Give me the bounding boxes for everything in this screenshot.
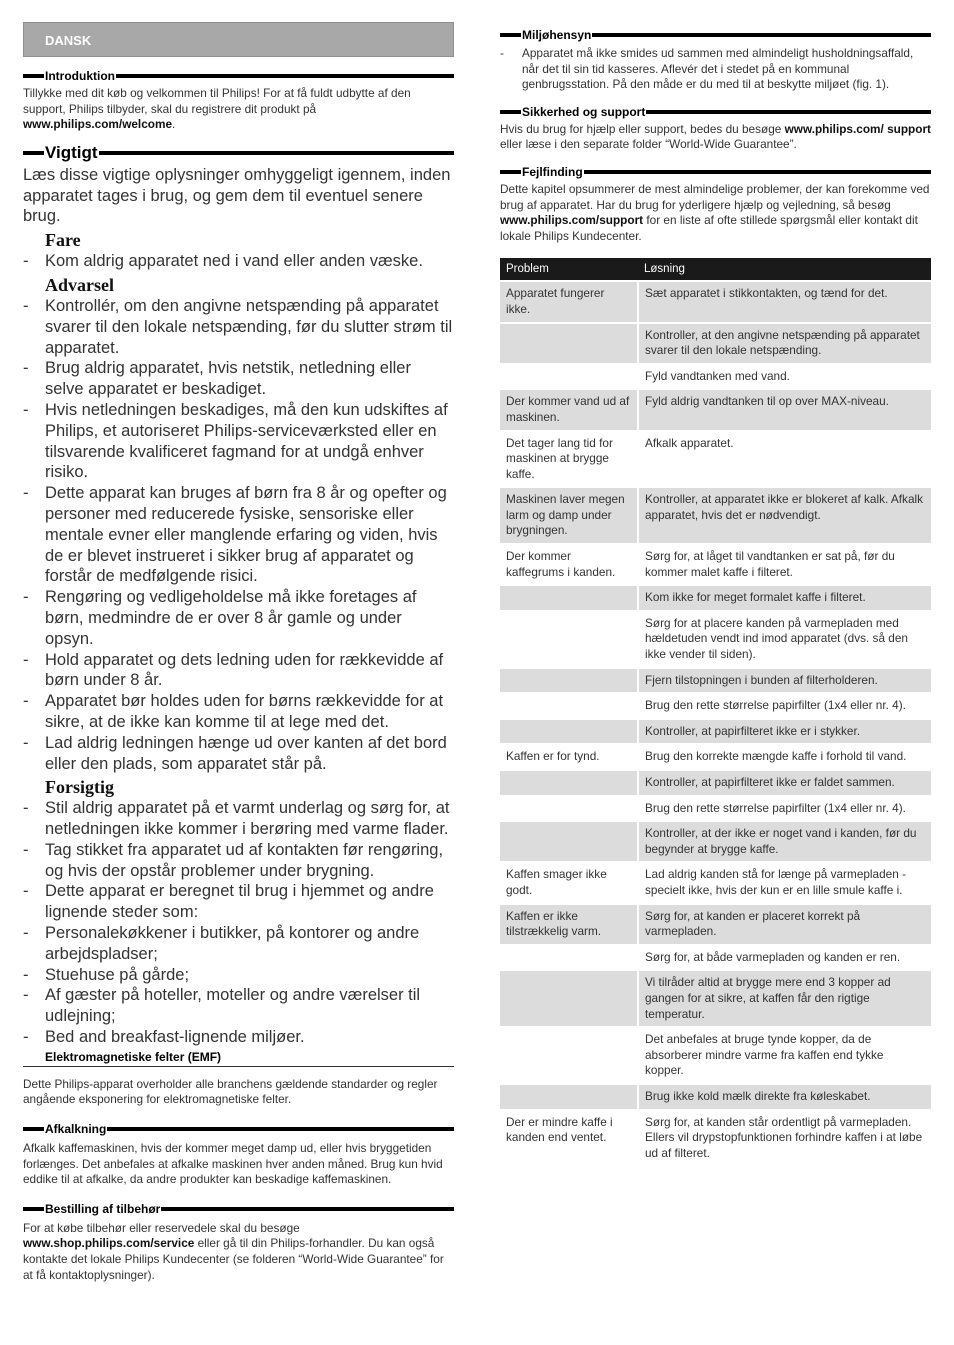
important-heading-text: Vigtigt <box>45 142 98 162</box>
list-item: - Hold apparatet og dets ledning uden for rækkevidde af børn under 8 år. <box>23 650 454 692</box>
heading-rule <box>584 170 931 174</box>
table-row <box>500 1027 931 1084</box>
support-text: Hvis du brug for hjælp eller support, bedes du besøge <box>500 121 782 136</box>
table-row <box>500 821 931 862</box>
table-row <box>500 945 931 971</box>
table-row <box>500 744 931 770</box>
problem-cell: Det tager lang tid for maskinen at brygge kaffe. <box>500 431 638 488</box>
support-paragraph <box>500 122 931 153</box>
problem-cell <box>500 1084 638 1110</box>
trouble-paragraph <box>500 182 931 244</box>
heading-rule <box>23 74 44 78</box>
warning-title: Advarsel <box>45 274 114 295</box>
danger-list <box>23 251 454 272</box>
solution-cell: Sæt apparatet i stikkontakten, og tænd for det. <box>638 281 931 322</box>
table-row <box>500 364 931 390</box>
solution-cell: Sørg for, at låget til vandtanken er sat på, før du kommer malet kaffe i filteret. <box>638 544 931 585</box>
problem-cell <box>500 585 638 611</box>
heading-rule <box>592 33 931 37</box>
table-row <box>500 431 931 488</box>
heading-rule <box>23 1127 44 1131</box>
heading-rule <box>23 151 44 155</box>
problem-cell: Maskinen laver megen larm og damp under brygningen. <box>500 487 638 544</box>
trouble-link[interactable]: www.philips.com/support <box>500 213 644 228</box>
list-item: - Apparatet bør holdes uden for børns rækkevidde for at sikre, at de ikke kan komme til at lege med det. <box>23 691 454 733</box>
solution-cell: Kontroller, at papirfilteret ikke er i stykker. <box>638 719 931 745</box>
problem-cell <box>500 945 638 971</box>
solution-cell: Brug den rette størrelse papirfilter (1x4 eller nr. 4). <box>638 796 931 822</box>
table-row <box>500 862 931 903</box>
solution-cell: Sørg for, at kanden står ordentligt på varmepladen. Ellers vil drypstopfunktionen forhindre kaffen i at løbe ud af filteret. <box>638 1110 931 1166</box>
column-header-solution: Løsning <box>638 258 931 281</box>
solution-cell: Det anbefales at bruge tynde kopper, da de absorberer mindre varme fra kaffen end tykke kopper. <box>638 1027 931 1084</box>
solution-cell: Brug ikke kold mælk direkte fra køleskabet. <box>638 1084 931 1110</box>
solution-cell: Fyld aldrig vandtanken til op over MAX-niveau. <box>638 389 931 430</box>
heading-rule <box>500 170 521 174</box>
solution-cell: Kontroller, at den angivne netspænding på apparatet svarer til den lokale netspænding. <box>638 323 931 364</box>
problem-cell <box>500 693 638 719</box>
table-row <box>500 585 931 611</box>
table-row <box>500 389 931 430</box>
warning-list <box>23 296 454 774</box>
left-column <box>23 0 454 1283</box>
problem-cell <box>500 796 638 822</box>
intro-heading-text: Introduktion <box>45 69 115 83</box>
table-row <box>500 487 931 544</box>
problem-cell <box>500 770 638 796</box>
heading-rule <box>23 1207 44 1211</box>
list-item: - Dette apparat kan bruges af børn fra 8 år og opefter og personer med reducerede fysiske, sensoriske eller mentale evner eller manglende erfaring og viden, hvis de er blevet instrueret i sikker brug af apparatet og forstår de medfølgende risici. <box>23 483 454 587</box>
table-row <box>500 281 931 322</box>
heading-rule <box>107 1127 454 1131</box>
table-row <box>500 970 931 1027</box>
solution-cell: Sørg for, at kanden er placeret korrekt på varmepladen. <box>638 904 931 945</box>
order-heading-text: Bestilling af tilbehør <box>45 1201 161 1216</box>
support-link[interactable]: www.philips.com/ support <box>784 121 931 136</box>
list-item: - Stuehuse på gårde; <box>23 965 454 986</box>
env-heading-text: Miljøhensyn <box>522 28 592 42</box>
table-row <box>500 719 931 745</box>
caution-title: Forsigtig <box>45 777 114 798</box>
problem-cell: Kaffen smager ikke godt. <box>500 862 638 903</box>
troubleshooting-table <box>500 258 931 1165</box>
solution-cell: Kom ikke for meget formalet kaffe i filteret. <box>638 585 931 611</box>
table-row <box>500 323 931 364</box>
problem-cell: Der er mindre kaffe i kanden end ventet. <box>500 1110 638 1166</box>
problem-cell: Der kommer vand ud af maskinen. <box>500 389 638 430</box>
list-item: - Personalekøkkener i butikker, på kontorer og andre arbejdspladser; <box>23 923 454 965</box>
solution-cell: Fyld vandtanken med vand. <box>638 364 931 390</box>
solution-cell: Lad aldrig kanden stå for længe på varmepladen - specielt ikke, hvis der kun er en lille smule kaffe i. <box>638 862 931 903</box>
list-item: - Apparatet må ikke smides ud sammen med almindeligt husholdningsaffald, når det til sin tid kasseres. Aflevér det i stedet på en kommunal genbrugsstation. På den måde er du med til at beskytte miljøet (fig. 1). <box>500 46 931 93</box>
order-text: For at købe tilbehør eller reservedele skal du besøge <box>23 1220 300 1235</box>
intro-paragraph <box>23 86 454 133</box>
list-item: - Hvis netledningen beskadiges, må den kun udskiftes af Philips, et autoriseret Philips-serviceværksted eller en tilsvarende kvalificeret fagmand for at undgå enhver risiko. <box>23 400 454 483</box>
solution-cell: Fjern tilstopningen i bunden af filterholderen. <box>638 668 931 694</box>
list-item: - Brug aldrig apparatet, hvis netstik, netledning eller selve apparatet er beskadiget. <box>23 358 454 400</box>
problem-cell <box>500 611 638 668</box>
list-item: - Dette apparat er beregnet til brug i hjemmet og andre lignende steder som: <box>23 881 454 923</box>
solution-cell: Brug den korrekte mængde kaffe i forhold til vand. <box>638 744 931 770</box>
important-heading <box>23 143 454 163</box>
table-row <box>500 611 931 668</box>
table-row <box>500 904 931 945</box>
env-list <box>500 46 931 93</box>
list-item: - Rengøring og vedligeholdelse må ikke foretages af børn, medmindre de er over 8 år gamle og under opsyn. <box>23 587 454 649</box>
intro-text: Tillykke med dit køb og velkommen til Philips! For at få fuldt udbytte af den support, Philips tilbyder, skal du registrere dit produkt på <box>23 86 411 116</box>
intro-text-end: . <box>172 117 176 132</box>
problem-cell <box>500 668 638 694</box>
table-header-row <box>500 258 931 281</box>
heading-rule <box>116 74 454 78</box>
order-paragraph <box>23 1221 454 1283</box>
danger-title: Fare <box>45 230 81 251</box>
column-header-problem: Problem <box>500 258 638 281</box>
descale-heading <box>23 1122 454 1136</box>
emf-heading: Elektromagnetiske felter (EMF) <box>23 1050 454 1067</box>
solution-cell: Brug den rette størrelse papirfilter (1x4 eller nr. 4). <box>638 693 931 719</box>
list-item: - Af gæster på hoteller, moteller og andre værelser til udlejning; <box>23 985 454 1027</box>
heading-rule <box>500 33 521 37</box>
problem-cell <box>500 323 638 364</box>
table-row <box>500 668 931 694</box>
problem-cell <box>500 970 638 1027</box>
problem-cell: Apparatet fungerer ikke. <box>500 281 638 322</box>
language-header: DANSK <box>23 22 454 57</box>
list-item: - Tag stikket fra apparatet ud af kontakten før rengøring, og hvis der opstår problemer under brygning. <box>23 840 454 882</box>
solution-cell: Afkalk apparatet. <box>638 431 931 488</box>
order-text-2: eller gå til din Philips-forhandler. Du kan også kontakte det lokale Philips Kundecenter (se folderen “World-Wide Guarantee” for at få kontaktoplysninger). <box>23 1236 444 1282</box>
right-column <box>500 0 931 1165</box>
support-heading <box>500 105 931 119</box>
list-item: - Stil aldrig apparatet på et varmt underlag og sørg for, at netledningen ikke kommer i berøring med varme flader. <box>23 798 454 840</box>
heading-rule <box>500 110 521 114</box>
solution-cell: Sørg for, at både varmepladen og kanden er ren. <box>638 945 931 971</box>
table-row <box>500 1110 931 1166</box>
problem-cell: Kaffen er for tynd. <box>500 744 638 770</box>
order-heading <box>23 1202 454 1216</box>
table-row <box>500 544 931 585</box>
table-row <box>500 1084 931 1110</box>
problem-cell <box>500 719 638 745</box>
solution-cell: Vi tilråder altid at brygge mere end 3 kopper ad gangen for at sikre, at kaffen får den rigtige temperatur. <box>638 970 931 1027</box>
list-item: - Bed and breakfast-lignende miljøer. <box>23 1027 454 1048</box>
env-heading <box>500 28 931 42</box>
problem-cell: Der kommer kaffegrums i kanden. <box>500 544 638 585</box>
solution-cell: Kontroller, at papirfilteret ikke er faldet sammen. <box>638 770 931 796</box>
important-intro: Læs disse vigtige oplysninger omhyggeligt igennem, inden apparatet tages i brug, og gem dem til eventuel senere brug. <box>23 165 451 226</box>
support-heading-text: Sikkerhed og support <box>522 104 646 119</box>
shop-link[interactable]: www.shop.philips.com/service <box>23 1236 195 1251</box>
solution-cell: Sørg for at placere kanden på varmepladen med hældetuden vendt ind imod apparatet (dvs. så den ikke vender til siden). <box>638 611 931 668</box>
intro-heading <box>23 69 454 83</box>
table-row <box>500 770 931 796</box>
descale-heading-text: Afkalkning <box>45 1122 107 1137</box>
heading-rule <box>161 1207 454 1211</box>
welcome-link[interactable]: www.philips.com/welcome <box>23 117 173 132</box>
emf-paragraph: Dette Philips-apparat overholder alle branchens gældende standarder og regler angående eksponering for elektromagnetiske felter. <box>23 1076 438 1107</box>
table-row <box>500 693 931 719</box>
problem-cell <box>500 821 638 862</box>
heading-rule <box>646 110 931 114</box>
trouble-heading-text: Fejlfinding <box>522 164 583 179</box>
descale-paragraph: Afkalk kaffemaskinen, hvis der kommer meget damp ud, eller hvis bryggetiden forlænges. Det anbefales at afkalke maskinen hver anden måned. Brug kun hvid eddike til at afkalke, da andre produkter kan beskadige kaffemaskinen. <box>23 1141 443 1187</box>
problem-cell: Kaffen er ikke tilstrækkelig varm. <box>500 904 638 945</box>
solution-cell: Kontroller, at der ikke er noget vand i kanden, før du begynder at brygge kaffe. <box>638 821 931 862</box>
list-item: - Kontrollér, om den angivne netspænding på apparatet svarer til den lokale netspænding, før du slutter strøm til apparatet. <box>23 296 454 358</box>
problem-cell <box>500 1027 638 1084</box>
list-item: - Lad aldrig ledningen hænge ud over kanten af det bord eller den plads, som apparatet står på. <box>23 733 454 775</box>
problem-cell <box>500 364 638 390</box>
caution-list <box>23 798 454 1048</box>
heading-rule <box>99 151 454 155</box>
trouble-text-2: for en liste af ofte stillede spørgsmål eller kontakt dit lokale Philips Kundecenter. <box>500 213 918 243</box>
table-row <box>500 796 931 822</box>
list-item: - Kom aldrig apparatet ned i vand eller anden væske. <box>23 251 454 272</box>
trouble-text: Dette kapitel opsummerer de mest almindelige problemer, der kan forekomme ved brug af apparatet. Har du brug for yderligere hjælp og vejledning, så besøg <box>500 181 930 212</box>
trouble-heading <box>500 165 931 179</box>
table-body <box>500 281 931 1165</box>
support-text-2: eller læse i den separate folder “World-Wide Guarantee”. <box>500 137 797 152</box>
solution-cell: Kontroller, at apparatet ikke er blokeret af kalk. Afkalk apparatet, hvis det er nødvendigt. <box>638 487 931 544</box>
